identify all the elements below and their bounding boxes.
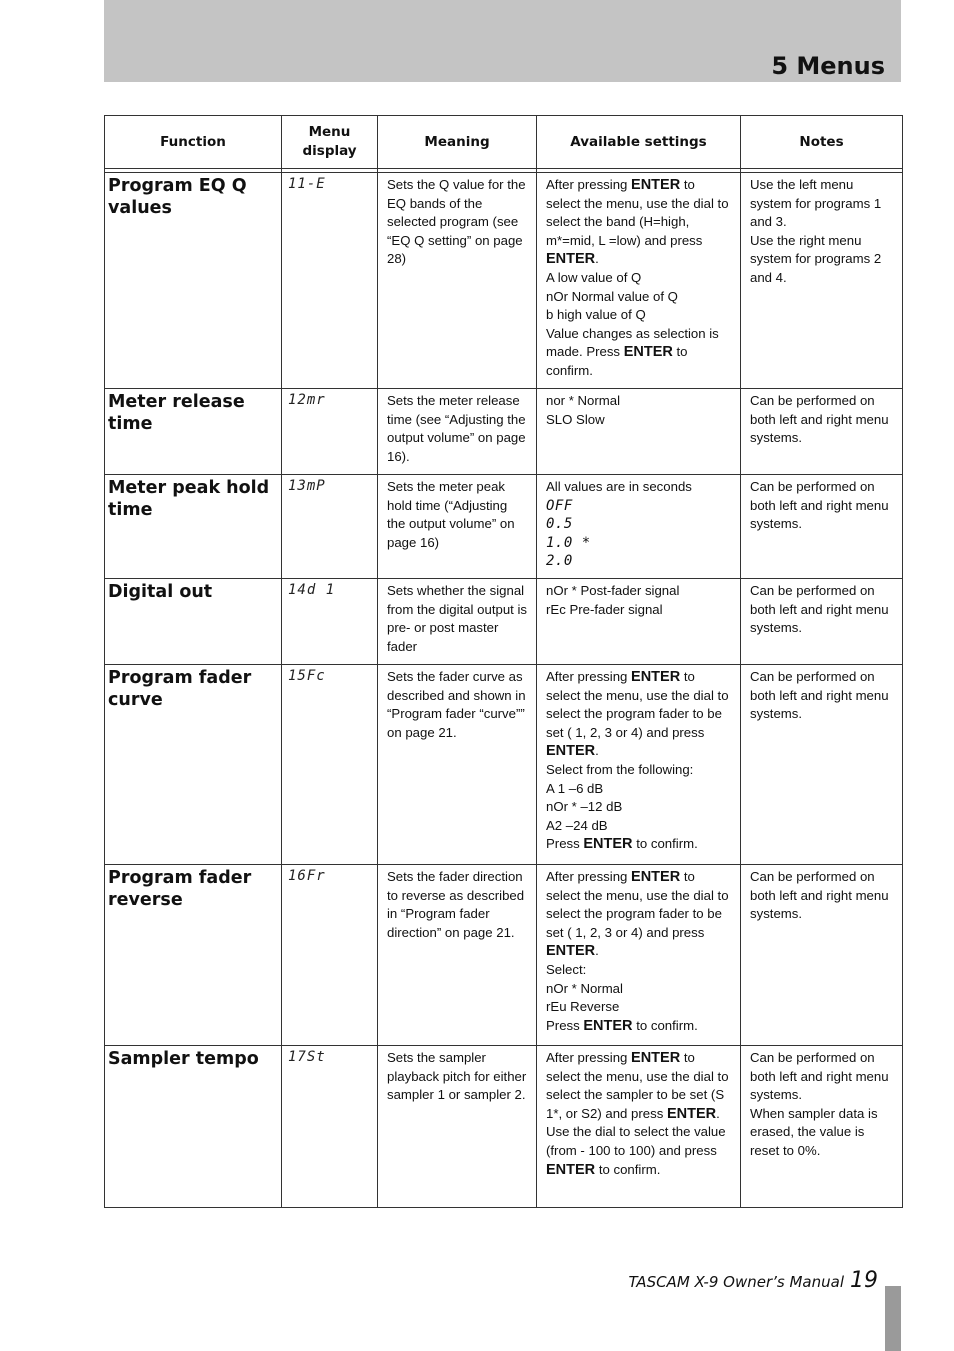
settings-cell (537, 173, 741, 389)
column-header-meaning: Meaning (378, 116, 537, 169)
table-row (105, 579, 903, 665)
function-cell: Meter release time (105, 389, 282, 475)
setting-line: After pressing ENTER to select the menu, use the dial to select the program fader to be set ( 1, 2, 3 or 4) and press ENTER. (546, 669, 729, 760)
setting-line: rEc Pre-fader signal (546, 601, 663, 617)
setting-line: rEu Reverse (546, 999, 620, 1015)
setting-line: Select from the following: (546, 761, 694, 777)
setting-line: Use the dial to select the value (from - 100 to 100) and press ENTER to confirm. (546, 1124, 726, 1178)
notes-cell (741, 389, 903, 475)
meaning-cell: Sets the Q value for the EQ bands of the selected program (see “EQ Q setting” on page 28) (378, 173, 537, 389)
setting-line: 2.0 (546, 553, 573, 570)
function-cell: Program fader curve (105, 665, 282, 865)
enter-key-label: ENTER (546, 743, 596, 760)
menu-display-cell: 15Fc (282, 665, 378, 865)
meaning-cell: Sets the fader curve as described and shown in “Program fader “curve”” on page 21. (378, 665, 537, 865)
setting-line: Select: (546, 961, 587, 977)
column-header-menu-display: Menu display (282, 116, 378, 169)
page-edge-tab (885, 1286, 901, 1351)
setting-line: OFF (546, 497, 573, 514)
enter-key-label: ENTER (631, 1050, 681, 1066)
enter-key-label: ENTER (623, 344, 673, 361)
setting-line: A2 –24 dB (546, 817, 608, 833)
notes-cell (741, 475, 903, 579)
setting-line: nOr * –12 dB (546, 799, 623, 815)
notes-cell (741, 865, 903, 1046)
setting-line: Press ENTER to confirm. (546, 1017, 698, 1034)
enter-key-label: ENTER (631, 869, 681, 885)
enter-key-label: ENTER (583, 836, 633, 853)
menu-display-cell: 11-E (282, 173, 378, 389)
enter-key-label: ENTER (666, 1105, 717, 1122)
setting-line: nOr Normal value of Q (546, 288, 678, 304)
setting-line: SLO Slow (546, 411, 605, 427)
setting-line: After pressing ENTER to select the menu, use the dial to select the program fader to be set ( 1, 2, 3 or 4) and press ENTER. (546, 869, 729, 960)
table-row (105, 1046, 903, 1208)
setting-line: nOr * Post-fader signal (546, 583, 680, 598)
table-row (105, 173, 903, 389)
setting-line: A 1 –6 dB (546, 780, 604, 796)
meaning-cell: Sets whether the signal from the digital output is pre- or post master fader (378, 579, 537, 665)
settings-cell (537, 579, 741, 665)
notes-cell (741, 173, 903, 389)
note-line: Can be performed on both left and right menu systems. (750, 583, 889, 636)
meaning-cell: Sets the meter release time (see “Adjusting the output volume” on page 16). (378, 389, 537, 475)
chapter-title: 5 Menus (771, 52, 885, 80)
function-cell: Digital out (105, 579, 282, 665)
menu-display-cell: 14d 1 (282, 579, 378, 665)
menu-display-cell: 12mr (282, 389, 378, 475)
table-row (105, 389, 903, 475)
column-header-notes: Notes (741, 116, 903, 169)
menu-display-cell: 16Fr (282, 865, 378, 1046)
note-line: Use the right menu system for programs 2 and 4. (750, 232, 882, 285)
enter-key-label: ENTER (583, 1017, 633, 1034)
setting-line: 1.0 * (546, 534, 591, 551)
setting-line: nOr * Normal (546, 980, 623, 996)
note-line: When sampler data is erased, the value is reset to 0%. (750, 1105, 878, 1158)
table-row (105, 475, 903, 579)
table-header-row (105, 116, 903, 169)
menu-table (104, 115, 903, 1208)
function-cell: Program EQ Q values (105, 173, 282, 389)
meaning-cell: Sets the meter peak hold time (“Adjusting the output volume” on page 16) (378, 475, 537, 579)
enter-key-label: ENTER (631, 177, 681, 193)
settings-cell (537, 389, 741, 475)
note-line: Can be performed on both left and right menu systems. (750, 479, 889, 532)
note-line: Can be performed on both left and right menu systems. (750, 869, 889, 922)
page-footer (629, 1268, 878, 1293)
header-band (104, 0, 901, 82)
enter-key-label: ENTER (631, 669, 681, 685)
function-cell: Sampler tempo (105, 1046, 282, 1208)
manual-title: TASCAM X-9 Owner’s Manual (628, 1273, 844, 1291)
settings-cell (537, 865, 741, 1046)
function-cell: Meter peak hold time (105, 475, 282, 579)
notes-cell (741, 665, 903, 865)
function-cell: Program fader reverse (105, 865, 282, 1046)
setting-line: After pressing ENTER to select the menu, use the dial to select the sampler to be set (S 1*, or S2) and press ENTER. (546, 1050, 729, 1122)
settings-cell (537, 475, 741, 579)
column-header-available-settings: Available settings (537, 116, 741, 169)
note-line: Can be performed on both left and right menu systems. (750, 393, 889, 446)
setting-line: All values are in seconds (546, 479, 692, 494)
settings-cell (537, 665, 741, 865)
menu-display-cell: 13mP (282, 475, 378, 579)
settings-cell (537, 1046, 741, 1208)
meaning-cell: Sets the fader direction to reverse as described in “Program fader direction” on page 21. (378, 865, 537, 1046)
column-header-function: Function (105, 116, 282, 169)
page-number: 19 (850, 1268, 878, 1293)
setting-line: Value changes as selection is made. Press ENTER to confirm. (546, 325, 719, 378)
menu-display-cell: 17St (282, 1046, 378, 1208)
enter-key-label: ENTER (546, 251, 596, 268)
notes-cell (741, 1046, 903, 1208)
setting-line: 0.5 (546, 516, 573, 533)
note-line: Can be performed on both left and right menu systems. (750, 669, 889, 722)
notes-cell (741, 579, 903, 665)
table-row (105, 665, 903, 865)
setting-line: Press ENTER to confirm. (546, 836, 698, 853)
setting-line: A low value of Q (546, 269, 642, 285)
meaning-cell: Sets the sampler playback pitch for either sampler 1 or sampler 2. (378, 1046, 537, 1208)
setting-line: b high value of Q (546, 307, 646, 323)
table-row (105, 865, 903, 1046)
enter-key-label: ENTER (546, 943, 596, 960)
note-line: Use the left menu system for programs 1 and 3. (750, 177, 882, 230)
setting-line: After pressing ENTER to select the menu, use the dial to select the band (H=high, m*=mid, L =low) and press ENTER. (546, 177, 729, 268)
setting-line: nor * Normal (546, 393, 621, 408)
note-line: Can be performed on both left and right menu systems. (750, 1050, 889, 1103)
enter-key-label: ENTER (546, 1161, 596, 1178)
